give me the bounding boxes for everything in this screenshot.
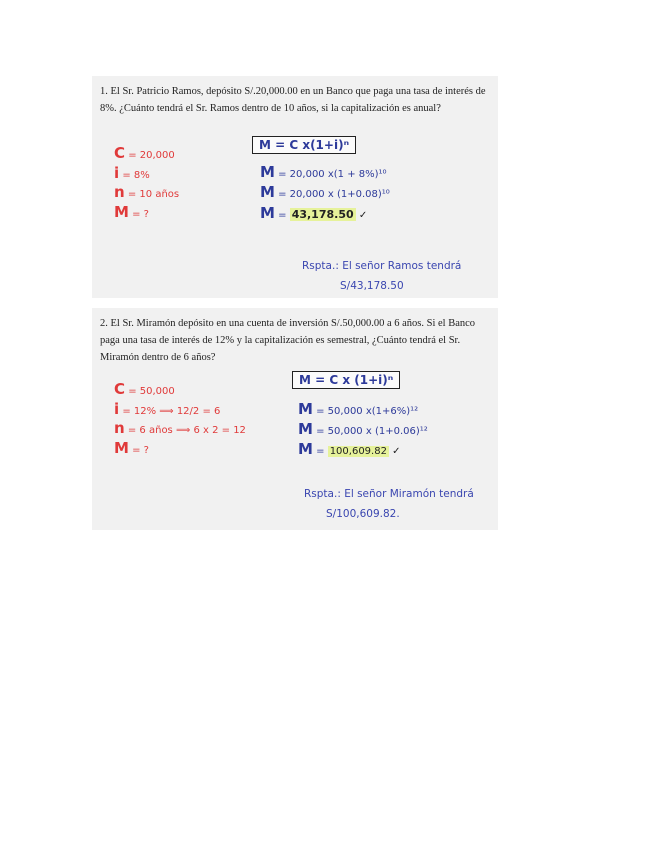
problem-2-step-2: M = 50,000 x (1+0.06)¹² [298, 420, 428, 438]
problem-2-step-3: M = 100,609.82 ✓ [298, 440, 401, 458]
problem-2-given-m: M = ? [114, 439, 149, 457]
problem-1-step-3: M = 43,178.50 ✓ [260, 204, 368, 222]
problem-1-formula: M = C x(1+i)ⁿ [252, 138, 356, 152]
problem-2-result: 100,609.82 [329, 446, 387, 457]
problem-1-result: 43,178.50 [291, 208, 354, 221]
problem-1-given-m: M = ? [114, 203, 149, 221]
problem-2-step-1: M = 50,000 x(1+6%)¹² [298, 400, 419, 418]
problem-1-image [92, 76, 498, 298]
problem-1-step-1: M = 20,000 x(1 + 8%)¹⁰ [260, 163, 387, 181]
problem-2-answer: Rspta.: El señor Miramón tendrá S/100,609.82. [304, 488, 474, 520]
problem-2-formula: M = C x (1+i)ⁿ [292, 373, 400, 387]
problem-1-question: 1. El Sr. Patricio Ramos, depósito S/.20,000.00 en un Banco que paga una tasa de interés de 8%. ¿Cuánto tendrá el Sr. Ramos dentro de 10 años, si la capitalización es anual? [100, 86, 486, 114]
problem-1-given-i: i = 8% [114, 164, 150, 182]
problem-2-image [92, 308, 498, 530]
problem-1-given-n: n = 10 años [114, 183, 180, 201]
problem-2-given-n: n = 6 años ⟹ 6 x 2 = 12 [114, 419, 246, 437]
problem-2-given-c: C = 50,000 [114, 380, 175, 398]
problem-1-answer: Rspta.: El señor Ramos tendrá S/43,178.50 [302, 260, 462, 292]
problem-1-step-2: M = 20,000 x (1+0.08)¹⁰ [260, 183, 390, 201]
problem-1-given-c: C = 20,000 [114, 144, 175, 162]
problem-2-question: 2. El Sr. Miramón depósito en una cuenta de inversión S/.50,000.00 a 6 años. Si el Banco paga una tasa de interés de 12% y la capitalización es semestral, ¿Cuánto tendrá el Sr. Miramón dentro de 6 años? [100, 318, 476, 363]
problem-2-given-i: i = 12% ⟹ 12/2 = 6 [114, 400, 221, 418]
